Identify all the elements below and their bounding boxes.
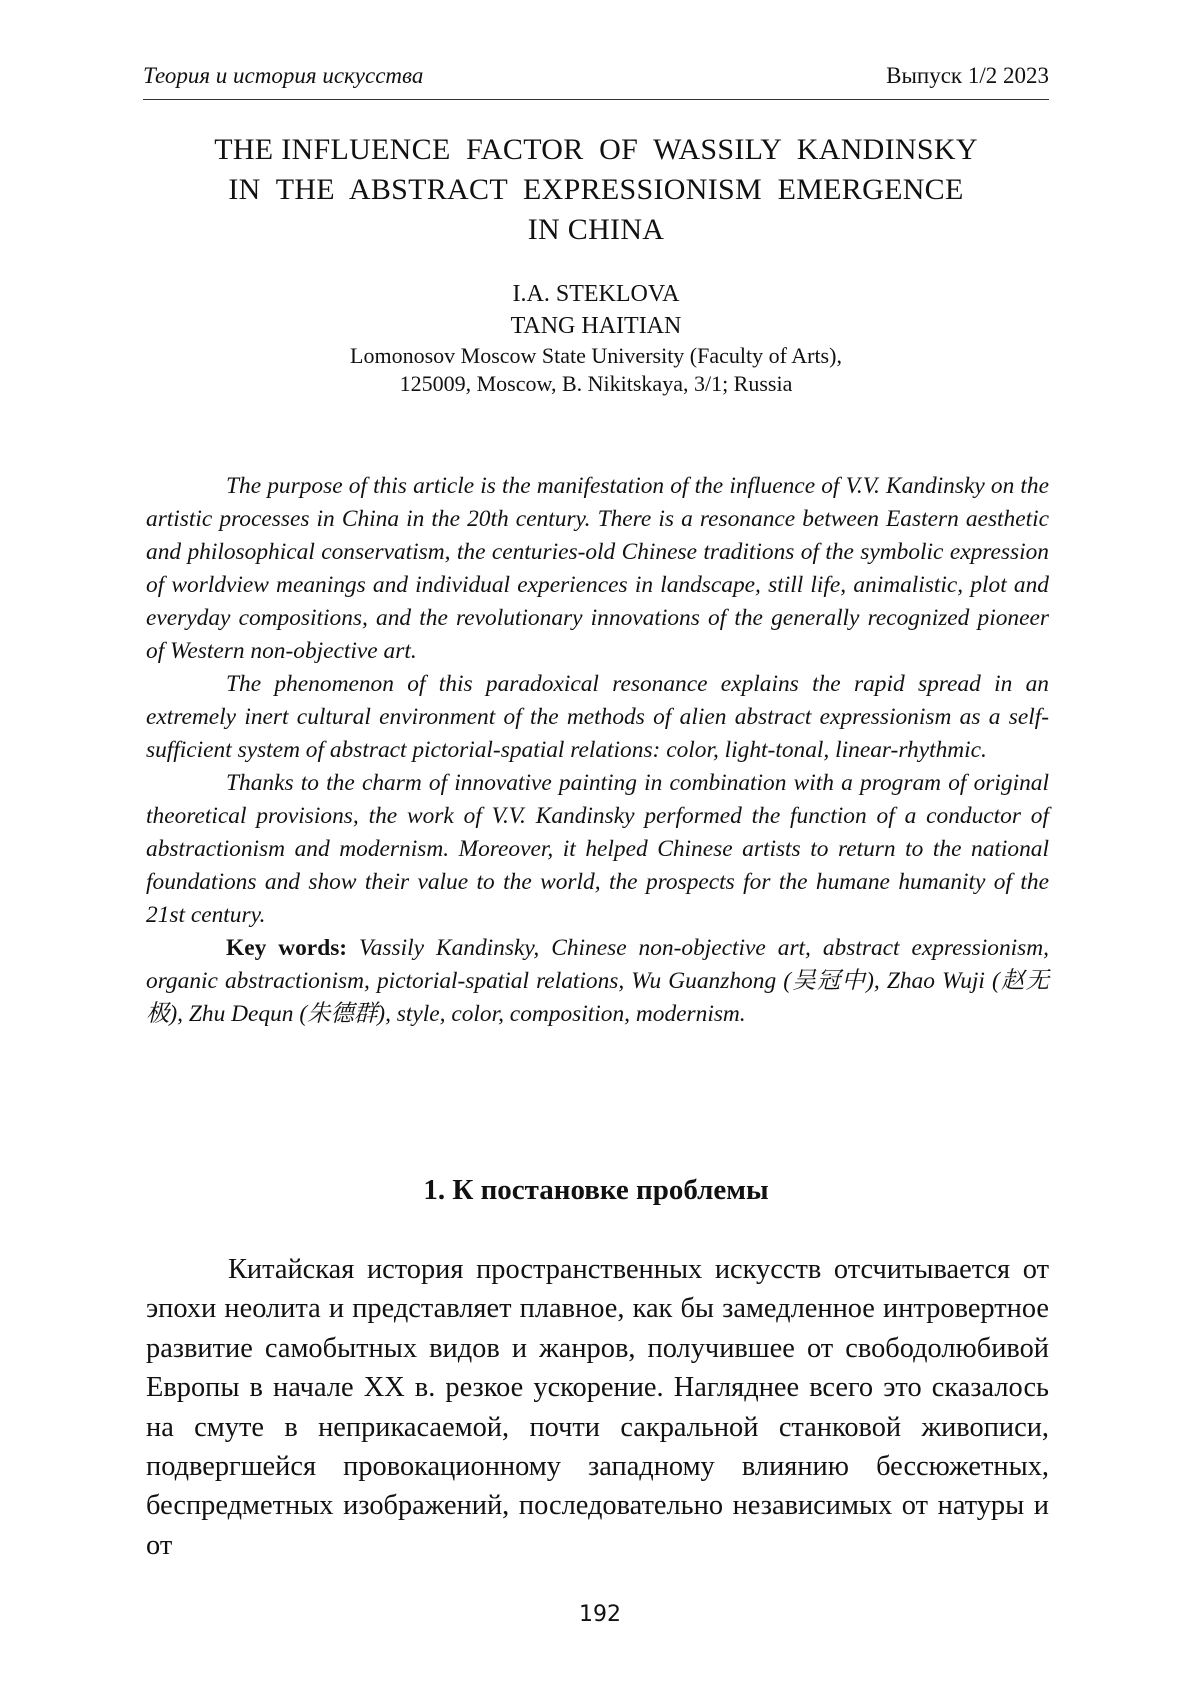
body-text (146, 1250, 1049, 1565)
running-header (143, 62, 1049, 90)
abstract (146, 470, 1049, 1031)
title-line-3: IN CHINA (527, 213, 665, 246)
author-name: I.A. STEKLOVA (512, 281, 680, 307)
section-heading: 1. К постановке проблемы (423, 1174, 769, 1206)
article-title (143, 130, 1049, 250)
affiliation-address: 125009, Moscow, B. Nikitskaya, 3/1; Russia (399, 371, 793, 396)
title-line-2: IN THE ABSTRACT EXPRESSIONISM EMERGENCE (228, 173, 964, 206)
author-name: TANG HAITIAN (510, 313, 682, 339)
abstract-paragraph: The purpose of this article is the manifestation of the influence of V.V. Kandinsky on the artistic processes in China in the 20th century. There is a resonance between Eastern aesthetic and philosophical conservatism, the centuries-old Chinese traditions of the symbolic expression of worldview meanings and individual experiences in landscape, still life, animalistic, plot and everyday compositions, and the revolutionary innovations of the generally recognized pioneer of Western non-objective art. (146, 473, 1049, 664)
body-paragraph: Китайская история пространственных искусств отсчитывается от эпохи неолита и представляет плавное, как бы замедленное интровертное развитие самобытных видов и жанров, получившее от свободолюбивой Европы в начале XX в. резкое ускорение. Нагляднее всего это сказалось на смуте в неприкасаемой, почти сакральной станковой живописи, подвергшейся провокационному западному влиянию бессюжетных, беспредметных изображений, последовательно независимых от натуры и от (146, 1254, 1049, 1561)
keywords-label: Key words: (226, 935, 348, 961)
issue-number: Выпуск 1/2 2023 (886, 63, 1049, 88)
affiliation: Lomonosov Moscow State University (Faculty of Arts), (350, 343, 842, 368)
journal-name: Теория и история искусства (143, 63, 424, 88)
page-number: 192 (579, 1602, 621, 1627)
author-block (143, 278, 1049, 398)
title-line-1: THE INFLUENCE FACTOR OF WASSILY KANDINSKY (214, 133, 978, 166)
header-rule (143, 99, 1049, 100)
keywords-list: Vassily Kandinsky, Chinese non-objective art, abstract expressionism, organic abstractionism, pictorial-spatial relations, Wu Guanzhong (吴冠中), Zhao Wuji (赵无极), Zhu Dequn (朱德群), style, color, composition, modernism. (146, 935, 1049, 1027)
abstract-paragraph: Thanks to the charm of innovative painting in combination with a program of original theoretical provisions, the work of V.V. Kandinsky performed the function of a conductor of abstractionism and modernism. Moreover, it helped Chinese artists to return to the national foundations and show their value to the world, the prospects for the humane humanity of the 21st century. (146, 770, 1049, 928)
keywords (146, 932, 1049, 1031)
abstract-paragraph: The phenomenon of this paradoxical resonance explains the rapid spread in an extremely inert cultural environment of the methods of alien abstract expressionism as a self-sufficient system of abstract pictorial-spatial relations: color, light-tonal, linear-rhythmic. (146, 671, 1049, 763)
